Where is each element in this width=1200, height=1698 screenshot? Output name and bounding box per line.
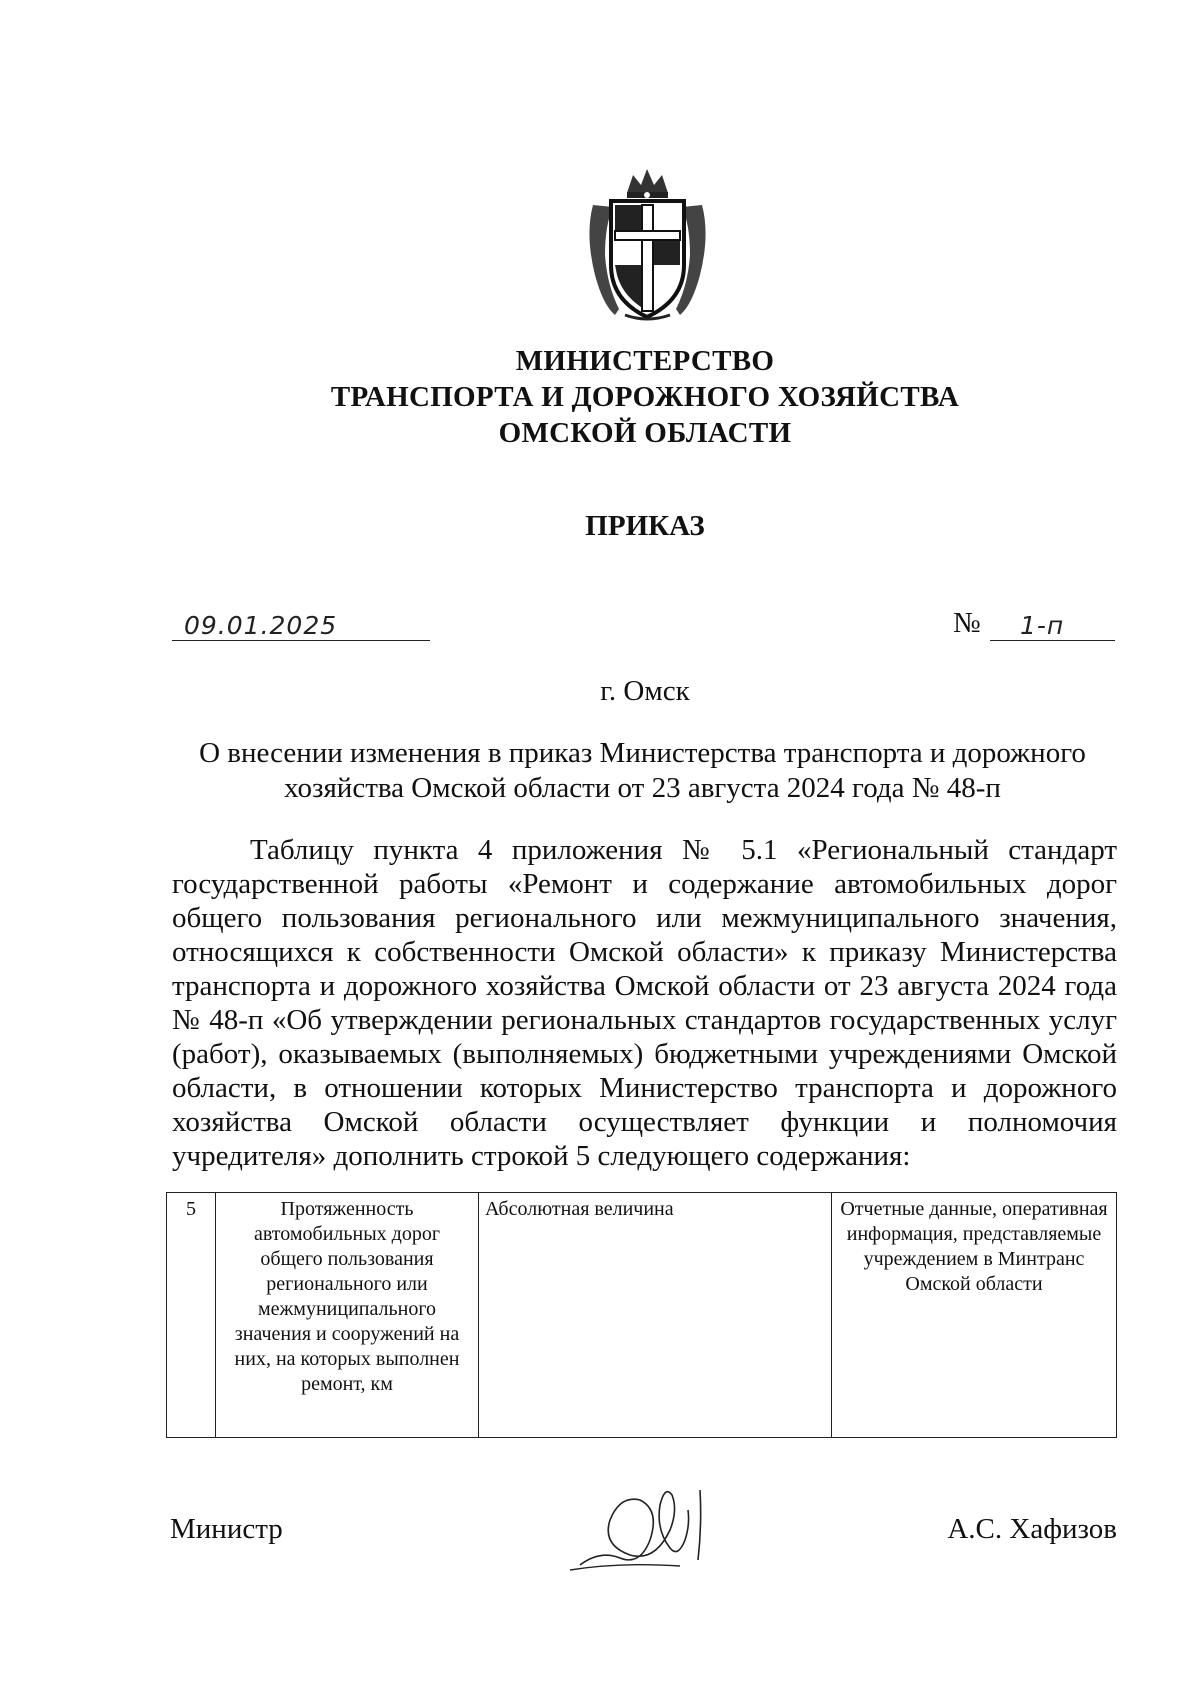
date-value: 09.01.2025 <box>184 611 338 640</box>
number-field <box>990 606 1115 641</box>
number-sign: № <box>953 607 981 639</box>
header-line-3: ОМСКОЙ ОБЛАСТИ <box>498 417 792 449</box>
signature-icon <box>560 1470 760 1590</box>
city: г. Омск <box>600 675 690 707</box>
order-subject: О внесении изменения в приказ Министерства транспорта и дорожного хозяйства Омской области от 23 августа 2024 года № 48-п <box>199 737 1086 804</box>
unit-cell: Абсолютная величина <box>479 1193 832 1438</box>
number-value: 1-п <box>1020 611 1065 640</box>
ministry-header <box>200 343 1090 451</box>
order-title: ПРИКАЗ <box>585 510 705 542</box>
source-cell: Отчетные данные, оперативная информация, представляемые учреждением в Минтранс Омской области <box>832 1193 1117 1438</box>
amendment-table <box>166 1192 1117 1438</box>
coat-of-arms-icon <box>585 165 710 323</box>
signer-name: А.С. Хафизов <box>947 1513 1117 1545</box>
row-number-cell: 5 <box>167 1193 216 1438</box>
table-row <box>167 1193 1117 1438</box>
header-line-1: МИНИСТЕРСТВО <box>515 345 775 377</box>
indicator-cell: Протяженность автомобильных дорог общего пользования регионального или межмуниципального значения и сооружений на них, на которых выполнен ремонт, км <box>216 1193 479 1438</box>
header-line-2: ТРАНСПОРТА И ДОРОЖНОГО ХОЗЯЙСТВА <box>330 381 960 413</box>
body-paragraph: Таблицу пункта 4 приложения № 5.1 «Региональный стандарт государственной работы «Ремонт и содержание автомобильных дорог общего пользования регионального или межмуниципального значения, относящихся к собственности Омской области» к приказу Министерства транспорта и дорожного хозяйства Омской области от 23 августа 2024 года № 48-п «Об утверждении региональных стандартов государственных услуг (работ), оказываемых (выполняемых) бюджетными учреждениями Омской области, в отношении которых Министерство транспорта и дорожного хозяйства Омской области осуществляет функции и полномочия учредителя» дополнить строкой 5 следующего содержания: <box>172 834 1117 1172</box>
signer-position: Министр <box>170 1513 283 1545</box>
date-field <box>172 606 430 641</box>
